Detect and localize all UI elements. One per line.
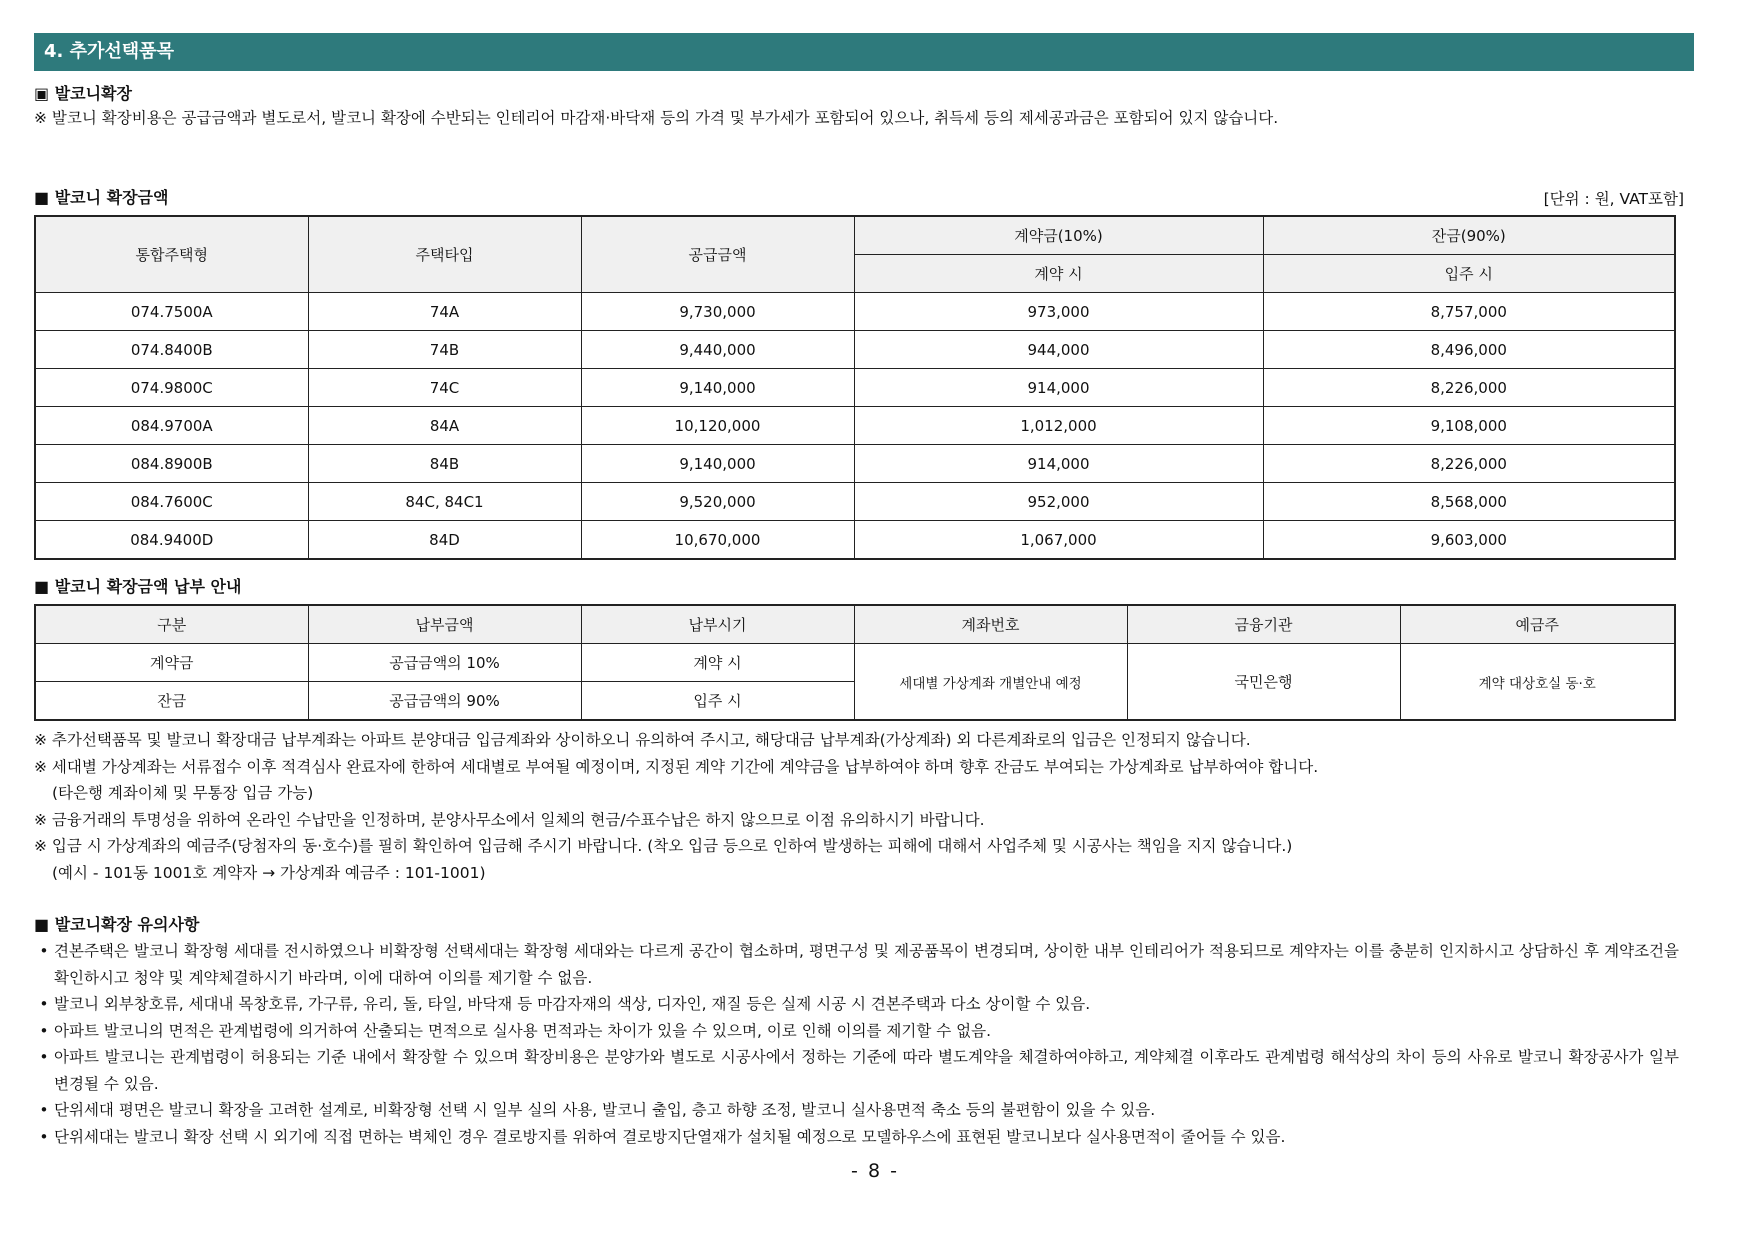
cell-house-type: 74A [308,293,581,331]
bullet-mark: • [39,995,49,1013]
balcony-price-table [34,215,1676,560]
payment-note: ※ 금융거래의 투명성을 위하여 온라인 수납만을 인정하며, 분양사무소에서 일체의 현금/수표수납은 하지 않으므로 이점 유의하시기 바랍니다. [34,810,985,829]
pay-when-cell: 계약 시 [581,644,854,682]
header-house-type: 주택타입 [308,216,581,293]
bullet-mark: • [39,1101,49,1119]
header-balance: 잔금(90%) [1263,216,1675,255]
cell-type-combined: 074.8400B [35,331,308,369]
cell-house-type: 84B [308,445,581,483]
caution-text: 견본주택은 발코니 확장형 세대를 전시하였으나 비확장형 선택세대는 확장형 세대와는 다르게 공간이 협소하며, 평면구성 및 제공품목이 변경되며, 상이한 내부 인테리어가 적용되므로 계약자는 이를 충분히 인지하시고 상담하신 후 계약조건을 확인하시고 청약 및 계약체결하시기 바라며, 이에 대하여 이의를 제기할 수 없음. [54,942,1679,987]
list-item [34,1097,1679,1124]
payment-note: ※ 추가선택품목 및 발코니 확장대금 납부계좌는 아파트 분양대금 입금계좌와 상이하오니 유의하여 주시고, 해당대금 납부계좌(가상계좌) 외 다른계좌로의 입금은 인정되지 않습니다. [34,731,1251,749]
header-deposit: 계약금(10%) [854,216,1263,255]
pay-header-holder: 예금주 [1400,605,1675,644]
cell-deposit: 1,012,000 [854,407,1263,445]
caution-text: 발코니 외부창호류, 세대내 목창호류, 가구류, 유리, 돌, 타일, 바닥재 등 마감자재의 색상, 디자인, 재질 등은 실제 시공 시 견본주택과 다소 상이할 수 있음. [54,995,1091,1013]
intro-note: ※ 발코니 확장비용은 공급금액과 별도로서, 발코니 확장에 수반되는 인테리어 마감재·바닥재 등의 가격 및 부가세가 포함되어 있으나, 취득세 등의 제세공과금은 포함되어 있지 않습니다. [34,109,1279,127]
cautions-heading: ■ 발코니확장 유의사항 [34,915,200,934]
payment-guide-table [34,604,1676,721]
table-row [35,483,1675,521]
price-table-unit: [단위 : 원, VAT포함] [1543,190,1684,208]
bullet-mark: • [39,942,49,960]
header-balance-when: 입주 시 [1263,255,1675,293]
table-row [35,521,1675,560]
cell-supply: 9,730,000 [581,293,854,331]
header-type-combined: 통합주택형 [35,216,308,293]
bullet-mark: • [39,1127,49,1146]
payment-note: (타은행 계좌이체 및 무통장 입금 가능) [52,784,314,802]
table-row [35,331,1675,369]
pay-header-kind: 구분 [35,605,308,644]
pay-amount-cell: 공급금액의 90% [308,682,581,721]
pay-amount-cell: 공급금액의 10% [308,644,581,682]
cell-type-combined: 074.9800C [35,369,308,407]
cell-balance: 8,226,000 [1263,369,1675,407]
caution-text: 아파트 발코니는 관계법령이 허용되는 기준 내에서 확장할 수 있으며 확장비용은 분양가와 별도로 시공사에서 정하는 기준에 따라 별도계약을 체결하여야하고, 계약체결 이후라도 관계법령 해석상의 차이 등의 사유로 발코니 확장공사가 일부 변경될 수 있음. [54,1048,1679,1093]
cell-supply: 9,140,000 [581,445,854,483]
list-item [34,1124,1679,1151]
cell-deposit: 944,000 [854,331,1263,369]
cell-type-combined: 084.8900B [35,445,308,483]
caution-text: 단위세대 평면은 발코니 확장을 고려한 설계로, 비확장형 선택 시 일부 실의 사용, 발코니 출입, 층고 하향 조정, 발코니 실사용면적 축소 등의 불편함이 있을 수 있음. [54,1101,1156,1119]
pay-header-bank: 금융기관 [1127,605,1400,644]
caution-text: 아파트 발코니의 면적은 관계법령에 의거하여 산출되는 면적으로 실사용 면적과는 차이가 있을 수 있으며, 이로 인해 이의를 제기할 수 없음. [54,1021,992,1040]
cell-balance: 8,568,000 [1263,483,1675,521]
payment-notes [34,727,1694,886]
pay-bank-cell: 국민은행 [1127,644,1400,721]
bullet-mark: • [39,1048,49,1066]
price-table-heading: ■ 발코니 확장금액 [34,188,169,207]
cell-balance: 8,226,000 [1263,445,1675,483]
intro-heading: ▣ 발코니확장 [34,84,132,103]
cell-supply: 9,520,000 [581,483,854,521]
table-row [35,369,1675,407]
cell-deposit: 914,000 [854,369,1263,407]
cell-type-combined: 084.9700A [35,407,308,445]
cell-house-type: 74C [308,369,581,407]
pay-header-amount: 납부금액 [308,605,581,644]
cautions-list [34,938,1679,1150]
pay-header-when: 납부시기 [581,605,854,644]
list-item [34,938,1679,991]
page-number: - 8 - [851,1160,899,1182]
list-item [34,1044,1679,1097]
payment-note: ※ 세대별 가상계좌는 서류접수 이후 적격심사 완료자에 한하여 세대별로 부여될 예정이며, 지정된 계약 기간에 계약금을 납부하여야 하며 향후 잔금도 부여되는 가상계좌로 납부하여야 합니다. [34,757,1319,776]
cell-house-type: 84C, 84C1 [308,483,581,521]
cell-supply: 10,670,000 [581,521,854,560]
section-title-bar: 4. 추가선택품목 [34,33,1694,71]
cell-deposit: 914,000 [854,445,1263,483]
table-row [35,293,1675,331]
table-row [35,445,1675,483]
cell-house-type: 84A [308,407,581,445]
payment-note: (예시 - 101동 1001호 계약자 → 가상계좌 예금주 : 101-1001) [52,863,486,882]
cell-balance: 9,603,000 [1263,521,1675,560]
caution-text: 단위세대는 발코니 확장 선택 시 외기에 직접 면하는 벽체인 경우 결로방지를 위하여 결로방지단열재가 설치될 예정으로 모델하우스에 표현된 발코니보다 실사용면적이 줄어들 수 있음. [54,1127,1286,1146]
cell-deposit: 1,067,000 [854,521,1263,560]
pay-header-account: 계좌번호 [854,605,1127,644]
cell-type-combined: 074.7500A [35,293,308,331]
list-item [34,1018,1679,1045]
cell-deposit: 973,000 [854,293,1263,331]
pay-account-cell: 세대별 가상계좌 개별안내 예정 [854,644,1127,721]
cell-balance: 8,496,000 [1263,331,1675,369]
cell-house-type: 84D [308,521,581,560]
pay-when-cell: 입주 시 [581,682,854,721]
cell-balance: 8,757,000 [1263,293,1675,331]
cell-house-type: 74B [308,331,581,369]
cell-supply: 9,440,000 [581,331,854,369]
cell-type-combined: 084.7600C [35,483,308,521]
price-table-header-row [34,183,1694,209]
payment-table-heading: ■ 발코니 확장금액 납부 안내 [34,577,242,596]
table-row [35,644,1675,682]
cell-balance: 9,108,000 [1263,407,1675,445]
cell-supply: 9,140,000 [581,369,854,407]
header-supply: 공급금액 [581,216,854,293]
header-deposit-when: 계약 시 [854,255,1263,293]
list-item [34,991,1679,1018]
cell-type-combined: 084.9400D [35,521,308,560]
pay-kind-cell: 잔금 [35,682,308,721]
payment-note: ※ 입금 시 가상계좌의 예금주(당첨자의 동·호수)를 필히 확인하여 입금해 주시기 바랍니다. (착오 입금 등으로 인하여 발생하는 피해에 대해서 사업주체 및 시공사는 책임을 지지 않습니다.) [34,837,1293,855]
pay-holder-cell: 계약 대상호실 동·호 [1400,644,1675,721]
cell-supply: 10,120,000 [581,407,854,445]
pay-kind-cell: 계약금 [35,644,308,682]
cell-deposit: 952,000 [854,483,1263,521]
document-page [34,33,1694,1150]
bullet-mark: • [39,1021,49,1040]
table-row [35,407,1675,445]
